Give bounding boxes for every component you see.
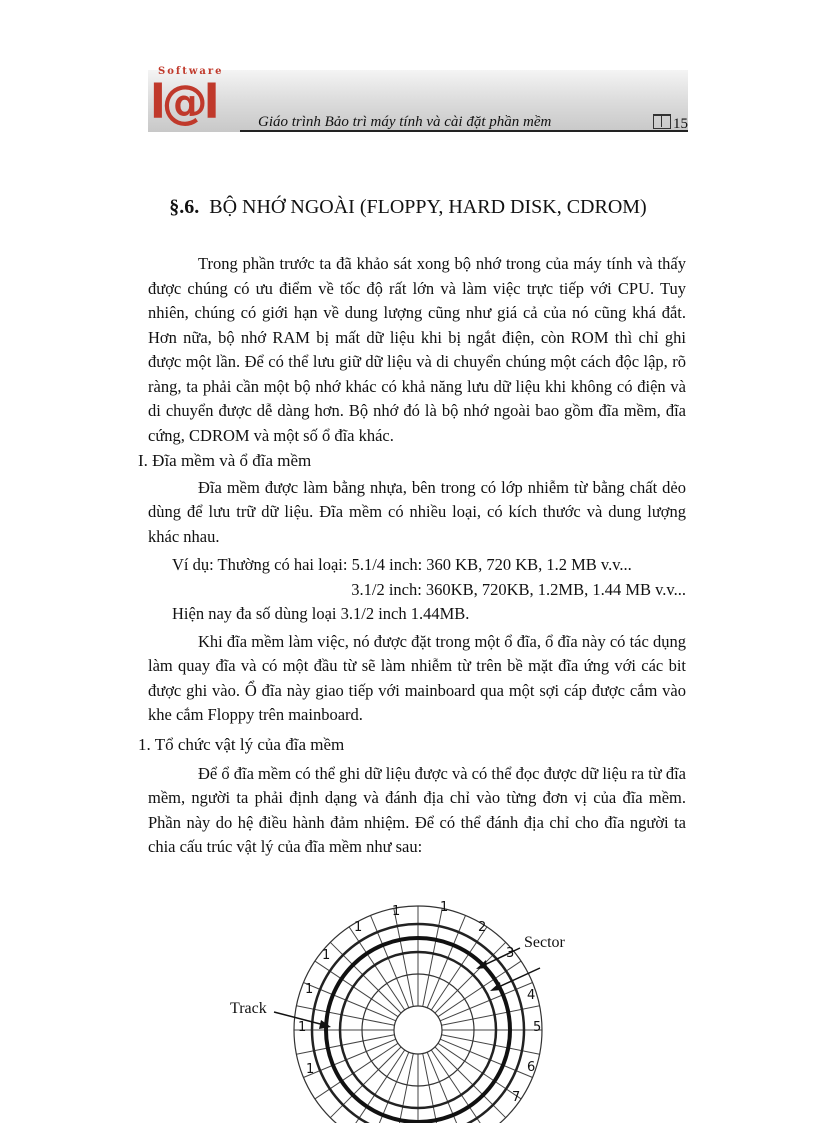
book-title: Giáo trình Bảo trì máy tính và cài đặt phần mềm [258,114,552,130]
note-line: Hiện nay đa số dùng loại 3.1/2 inch 1.44MB. [172,604,470,623]
sector-line [440,1039,532,1077]
book-icon [653,114,671,129]
disk-figure [0,890,816,1123]
sub1-heading: 1. Tổ chức vật lý của đĩa mềm [138,735,345,754]
part1-paragraph1: Đĩa mềm được làm bằng nhựa, bên trong có lớp nhiễm từ bằng chất dẻo dùng để lưu trữ dữ liệu. Đĩa mềm có nhiều loại, có kích thước và dung lượng khác nhau. [148,477,686,546]
right-number-4: 4 [527,988,536,1003]
left-number-2: 1 [392,904,401,919]
right-number-5: 5 [533,1020,542,1035]
right-number-7: 7 [512,1090,521,1105]
sector-line [303,1039,395,1077]
sector-line [303,983,395,1021]
sector-line [427,915,465,1007]
page-header [148,66,688,134]
left-number-5: 1 [305,982,314,997]
left-number-4: 1 [322,948,331,963]
sector-label: Sector [524,934,565,951]
example-line1: Ví dụ: Thường có hai loại: 5.1/4 inch: 360 KB, 720 KB, 1.2 MB v.v... [172,555,632,574]
logo-main-text: l@l [150,75,216,129]
sector-line [440,983,532,1021]
right-number-3: 3 [506,946,515,961]
example-line2: 3.1/2 inch: 360KB, 720KB, 1.2MB, 1.44 MB v.v... [351,579,686,599]
left-number-3: 1 [354,920,363,935]
right-number-6: 6 [527,1060,536,1075]
part1-paragraph2: Khi đĩa mềm làm việc, nó được đặt trong một ổ đĩa, ổ đĩa này có tác dụng làm quay đĩa và có một đầu từ sẽ làm nhiễm từ trên bề mặt đĩa ứng với các bit được ghi vào. Ổ đĩa này giao tiếp với mainboard qua một sợi cáp được cắm vào khe cắm Floppy trên mainboard. [148,631,686,724]
intro-paragraph: Trong phần trước ta đã khảo sát xong bộ nhớ trong của máy tính và thấy được chúng có ưu điểm về tốc độ rất lớn và làm việc trực tiếp với CPU. Tuy nhiên, chúng có giới hạn về dung lượng cũng như giá cả của nó cũng khá đắt. Hơn nữa, bộ nhớ RAM bị mất dữ liệu khi bị ngắt điện, còn ROM thì chỉ ghi được một lần. Để có thể lưu giữ dữ liệu và di chuyển chúng một cách độc lập, rõ ràng, ta phải cần một bộ nhớ khác có khả năng lưu dữ liệu khi không có điện và di chuyển được dễ dàng hơn. Bộ nhớ đó là bộ nhớ ngoài bao gồm đĩa mềm, đĩa cứng, CDROM và một số ổ đĩa khác. [148,254,686,445]
part1-block [138,449,686,728]
section-title-text: BỘ NHỚ NGOÀI (FLOPPY, HARD DISK, CDROM) [209,196,647,218]
right-number-2: 2 [478,920,487,935]
intro-block [148,252,686,448]
logo-top-text: Software [158,66,224,77]
sub1-paragraph: Để ổ đĩa mềm có thể ghi dữ liệu được và có thể đọc được dữ liệu ra từ đĩa mềm, người ta phải định dạng và đánh địa chỉ vào từng đơn vị của đĩa mềm. Phần này do hệ điều hành đảm nhiệm. Để có thể đánh địa chỉ cho đĩa người ta chia cấu trúc vật lý của đĩa mềm như sau: [148,763,686,856]
part1-heading: I. Đĩa mềm và ổ đĩa mềm [138,451,312,470]
left-number-7: 1 [306,1062,315,1077]
track-inner [394,1006,442,1054]
section-symbol: §.6. [169,196,200,218]
sub1-block [138,733,686,860]
page-number-group [653,114,688,133]
sector-line [371,915,409,1007]
track-label: Track [230,1000,267,1017]
page-number: 15 [673,116,688,132]
left-number-1: 1 [440,900,449,915]
left-number-6: 1 [298,1020,307,1035]
section-title [0,196,816,219]
software-logo [150,66,242,132]
floppy-structure-diagram [0,890,816,1123]
